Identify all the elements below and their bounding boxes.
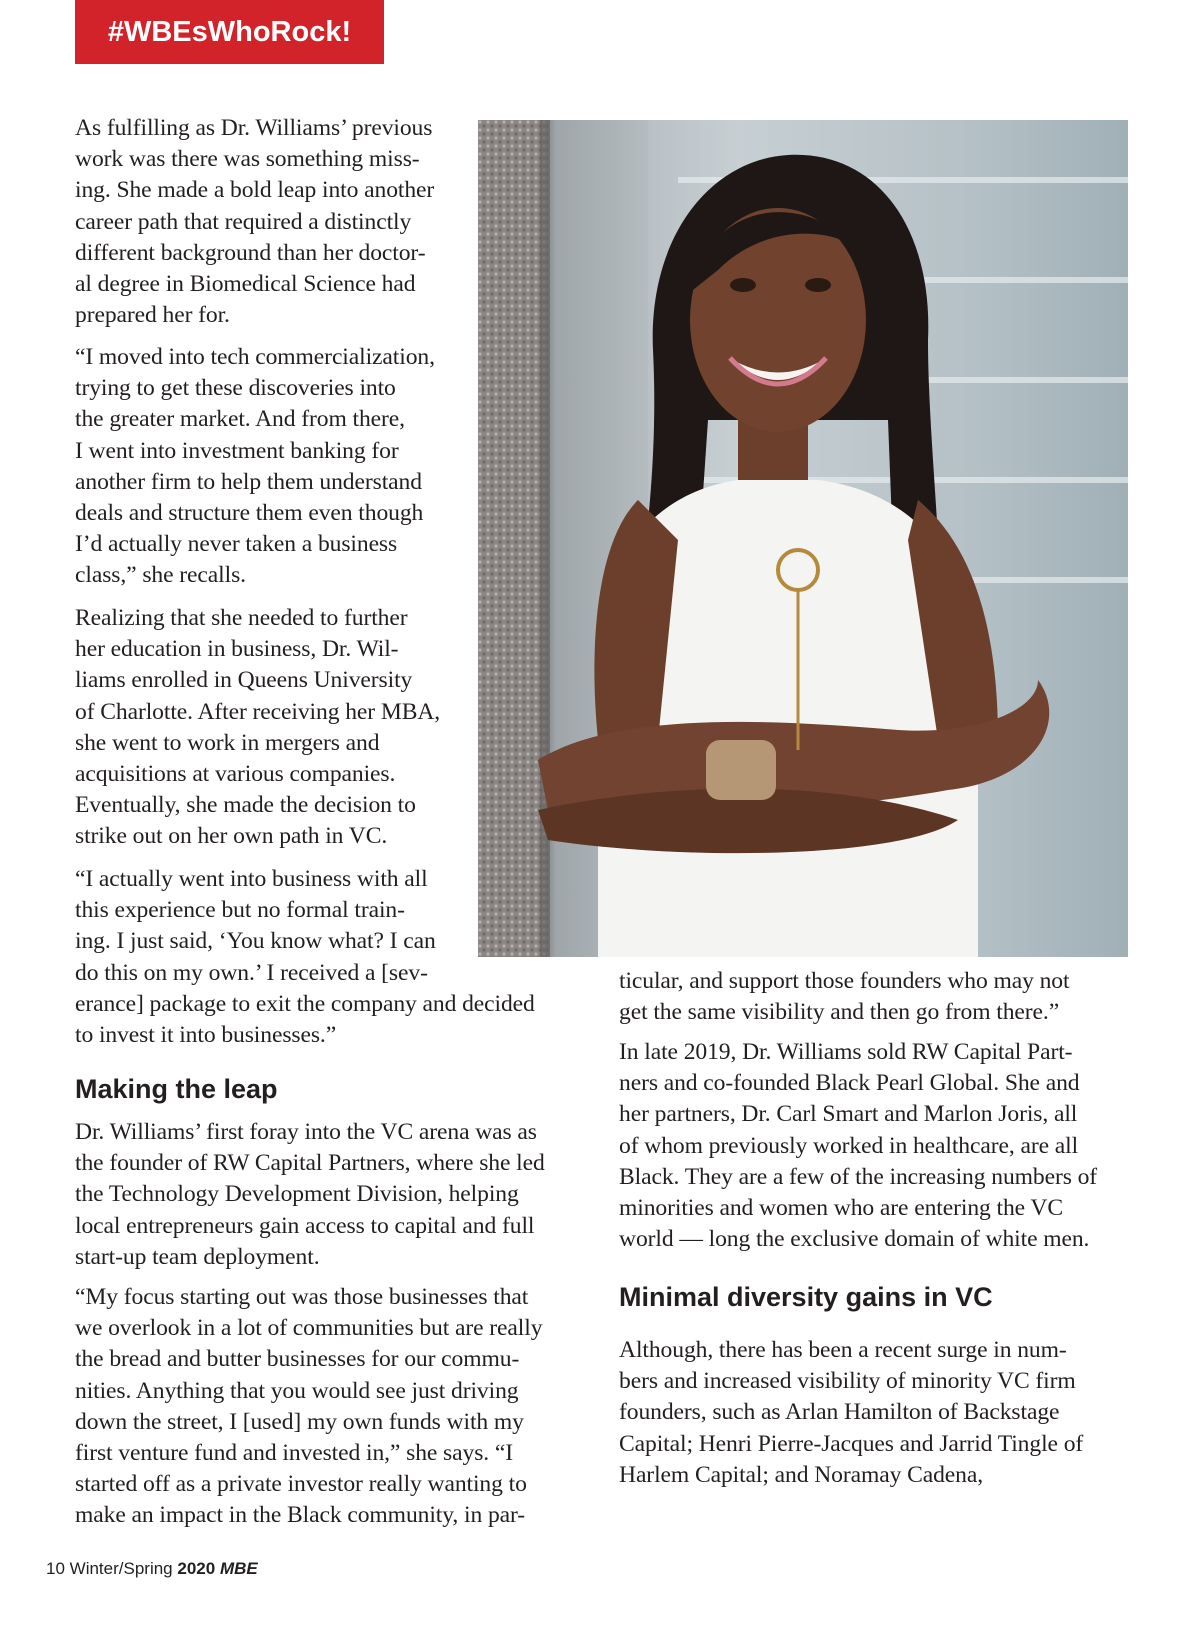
page-number: 10 bbox=[46, 1559, 65, 1578]
issue-year: 2020 bbox=[177, 1559, 216, 1578]
paragraph-7: ticular, and support those founders who may not get the same visibility and then go from there.” bbox=[619, 968, 1070, 1026]
portrait-photo bbox=[478, 120, 1128, 957]
paragraph-1: As fulfilling as Dr. Williams’ previous work was there was something miss- ing. She made a bold leap into another career path that required a distinctly different background than her doctor- al degree in Biomedical Science had prepared her for. bbox=[75, 115, 435, 329]
paragraph-5: Dr. Williams’ first foray into the VC arena was as the founder of RW Capital Partners, where she led the Technology Development Division, helping local entrepreneurs gain access to capital and full start-up team deployment. bbox=[75, 1119, 545, 1270]
paragraph-8: In late 2019, Dr. Williams sold RW Capital Part- ners and co-founded Black Pearl Global. She and her partners, Dr. Carl Smart and Marlon Joris, all of whom previously worked in healthcare, are all Black. They are a few of the increasing numbers of minorities and women who are entering the VC world — long the exclusive domain of white men. bbox=[619, 1039, 1098, 1253]
magazine-name: MBE bbox=[219, 1559, 258, 1578]
paragraph-2: “I moved into tech commercialization, trying to get these discoveries into the greater market. And from there, I went into investment banking for another firm to help them understand deals and structure them even though I’d actually never taken a business class,” she recalls. bbox=[75, 344, 435, 589]
section-heading-making-the-leap: Making the leap bbox=[75, 1074, 278, 1104]
portrait-illustration bbox=[478, 120, 1128, 957]
paragraph-4: “I actually went into business with all this experience but no formal train- ing. I just said, ‘You know what? I can do this on my own.’ I received a [sev- erance] package to exit the company and decided to invest it into businesses.” bbox=[75, 866, 535, 1049]
paragraph-6: “My focus starting out was those businesses that we overlook in a lot of communities but are really the bread and butter businesses for our commu- nities. Anything that you would see just driving down the street, I [used] my own funds with my first venture fund and invested in,” she says. “I started off as a private investor really wanting to make an impact in the Black community, in par- bbox=[75, 1284, 543, 1529]
paragraph-3: Realizing that she needed to further her education in business, Dr. Wil- liams enrolled in Queens University of Charlotte. After receiving her MBA, she went to work in mergers and acquisitions at various companies. Eventually, she made the decision to strike out on her own path in VC. bbox=[75, 605, 441, 850]
section-tag: #WBEsWhoRock! bbox=[75, 0, 384, 64]
page-footer bbox=[46, 1559, 258, 1579]
section-heading-minimal-diversity: Minimal diversity gains in VC bbox=[619, 1282, 993, 1312]
paragraph-9: Although, there has been a recent surge in num- bers and increased visibility of minority VC firm founders, such as Arlan Hamilton of Backstage Capital; Henri Pierre-Jacques and Jarrid Tingle of Harlem Capital; and Noramay Cadena, bbox=[619, 1337, 1084, 1488]
issue-season: Winter/Spring bbox=[69, 1559, 173, 1578]
